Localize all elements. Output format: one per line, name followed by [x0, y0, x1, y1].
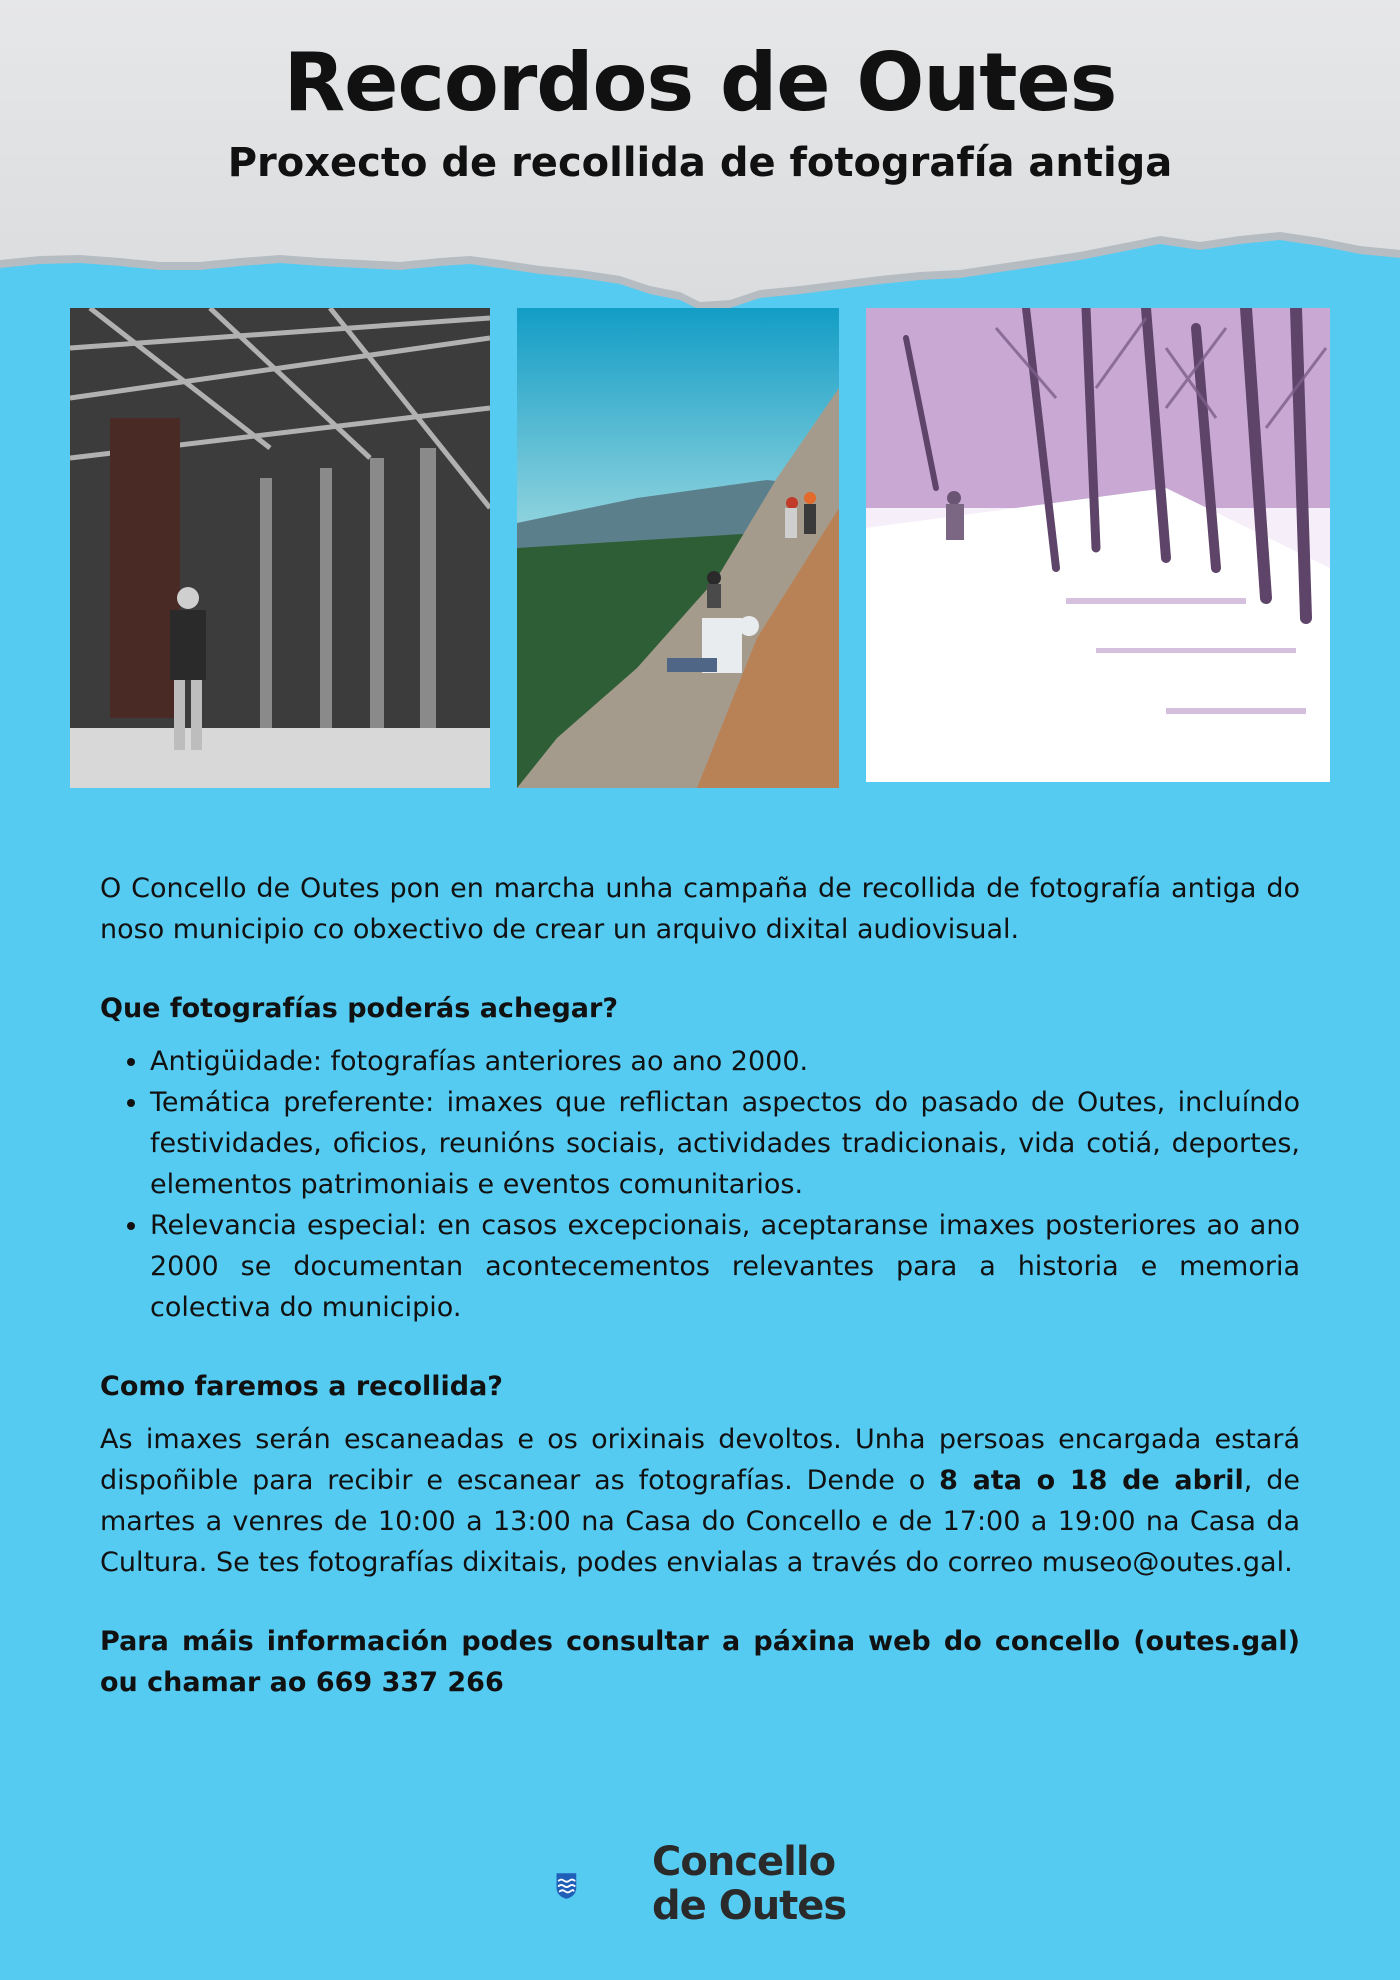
logo-line-1: Concello	[652, 1839, 836, 1885]
logo-text	[652, 1840, 846, 1928]
collection-text-end: , de martes a venres de 10:00 a 13:00 na Casa do Concello e de 17:00 a 19:00 na Casa da Cultura. Se tes fotografías dixitais, podes envialas a través do correo museo@outes.gal.	[100, 1465, 1300, 1578]
shield-waves-icon	[556, 1836, 636, 1936]
page-title: Recordos de Outes	[283, 36, 1117, 129]
page-subtitle: Proxecto de recollida de fotografía antiga	[227, 140, 1173, 186]
intro-paragraph: O Concello de Outes pon en marcha unha campaña de recollida de fotografía antiga do noso municipio co obxectivo de crear un arquivo dixital audiovisual.	[100, 873, 1300, 945]
list-item: • Relevancia especial: en casos excepcionais, aceptaranse imaxes posteriores ao ano 2000 se documentan acontecementos relevantes para a historia e memoria colectiva do municipio.	[150, 1205, 1300, 1328]
collection-text-start: As imaxes serán escaneadas e os orixinais devoltos. Unha persoas encargada estará dispoñible para recibir e escanear as fotografías. Dende o	[100, 1424, 1300, 1496]
criteria-list	[100, 1041, 1300, 1328]
list-item: • Antigüidade: fotografías anteriores ao ano 2000.	[150, 1041, 1300, 1082]
photo-mountain-climbers	[517, 308, 839, 788]
photo-snowy-avenue	[866, 308, 1330, 782]
logo-line-2: de Outes	[652, 1883, 847, 1929]
more-info-paragraph: Para máis información podes consultar a páxina web do concello (outes.gal) ou chamar ao 669 337 266	[100, 1626, 1300, 1698]
main-content	[100, 868, 1300, 1703]
list-item: • Temática preferente: imaxes que reflictan aspectos do pasado de Outes, incluíndo festividades, oficios, reunións sociais, actividades tradicionais, vida cotiá, deportes, elementos patrimoniais e eventos comunitarios.	[150, 1082, 1300, 1205]
question-photos-heading: Que fotografías poderás achegar?	[100, 993, 618, 1024]
collection-dates: 8 ata o 18 de abril	[939, 1465, 1244, 1496]
photo-old-barn-man	[70, 308, 490, 788]
question-collection-heading: Como faremos a recollida?	[100, 1371, 503, 1402]
collection-paragraph	[100, 1419, 1300, 1583]
